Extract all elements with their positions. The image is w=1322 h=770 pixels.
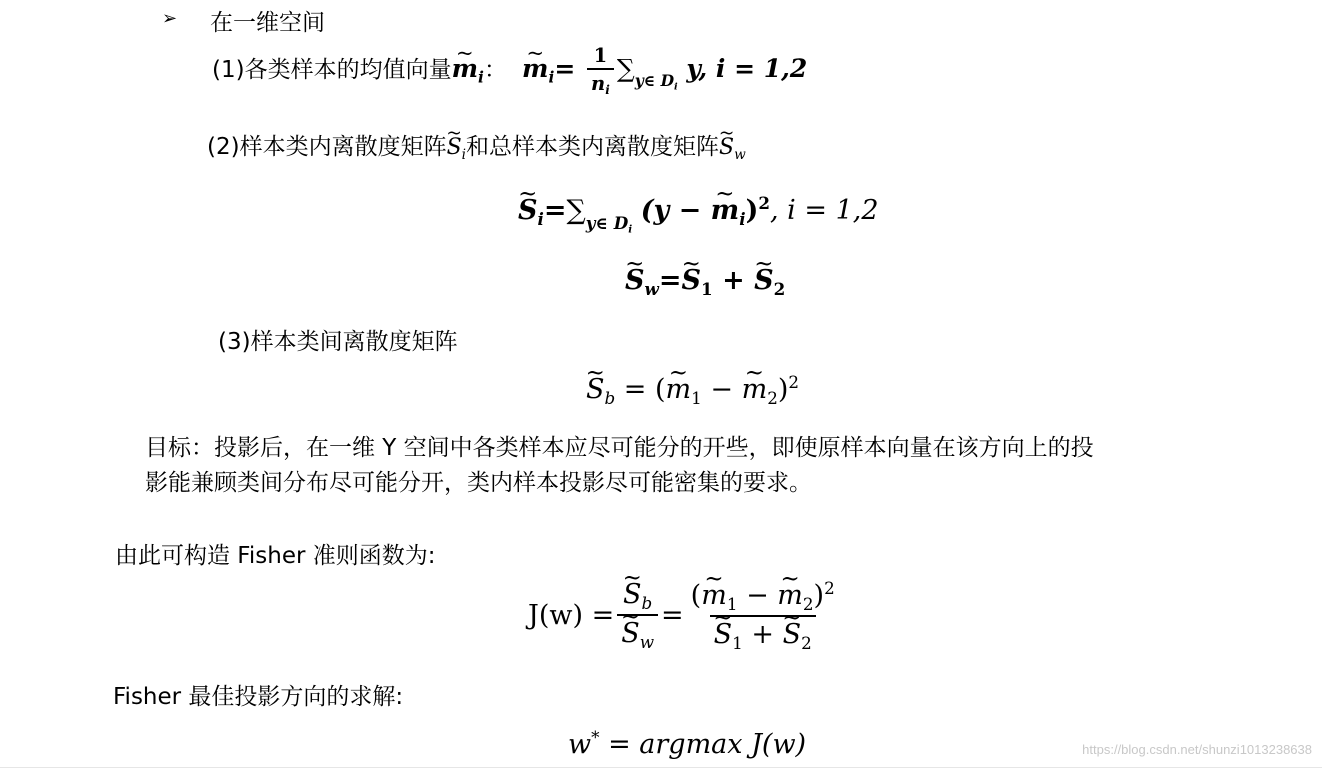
goal-text-line1: 目标：投影后，在一维 Y 空间中各类样本应尽可能分的开些，即使原样本向量在该方向上的投 xyxy=(145,435,1094,461)
equation-si: ~ $S_i=\sum_{y\in D_i}$ (y − ~ $m_i)^2$, i = 1,2 xyxy=(518,193,879,236)
goal-text-line2: 影能兼顾类间分布尽可能分开，类内样本投影尽可能密集的要求。 xyxy=(145,470,812,496)
equation-wstar: w* = argmax J(w) xyxy=(568,727,807,761)
watermark-url: https://blog.csdn.net/shunzi1013238638 xyxy=(1082,742,1312,757)
equation-jw: J(w) = ~ $S_b$ ~ $S_w$ = (~ $m_1$ − ~ $m_2)^2$ ~ $S_1$ + ~ $S_2$ xyxy=(528,578,842,653)
jw-fraction-1: ~ $S_b$ ~ $S_w$ xyxy=(617,579,658,652)
item1-m-symbol: ~ $m_i$ xyxy=(452,54,484,83)
section-heading: 在一维空间 xyxy=(210,10,325,36)
jw-fraction-2: (~ $m_1$ − ~ $m_2)^2$ ~ $S_1$ + ~ $S_2$ xyxy=(687,578,839,653)
item1-formula: ~ $m_i=$ $\frac{1}{n_i}$ $\sum_{y\in D_i}$ y, i = 1,2 xyxy=(522,54,807,83)
item2-text-b: 和总样本类内离散度矩阵 xyxy=(466,134,720,160)
item1-fraction: $\frac{1}{n_i}$ xyxy=(587,44,614,97)
equation-sb: ~ $S_b$ = (~ $m_1$ − ~ $m_2)^2$ xyxy=(586,372,799,408)
bullet-arrow-icon: ➢ xyxy=(162,8,178,29)
item1-colon: ： xyxy=(483,57,507,84)
item2-si-symbol: ~ $S_i$ xyxy=(447,135,466,160)
equation-sw: ~ $S_w=\sim$ $S_1$ + ~ $S_2$ xyxy=(625,265,785,299)
fisher-best-text: Fisher 最佳投影方向的求解: xyxy=(113,684,404,710)
item1-line xyxy=(212,44,807,97)
bottom-divider xyxy=(0,767,1322,768)
item2-text-a: (2)样本类内离散度矩阵 xyxy=(207,134,447,160)
item3-text: (3)样本类间离散度矩阵 xyxy=(218,329,458,355)
fisher-intro-text: 由此可构造 Fisher 准则函数为: xyxy=(115,543,436,569)
item2-line xyxy=(207,128,746,163)
item1-text: (1)各类样本的均值向量 xyxy=(212,57,452,84)
item2-sw-symbol: ~ $S_w$ xyxy=(719,135,746,160)
